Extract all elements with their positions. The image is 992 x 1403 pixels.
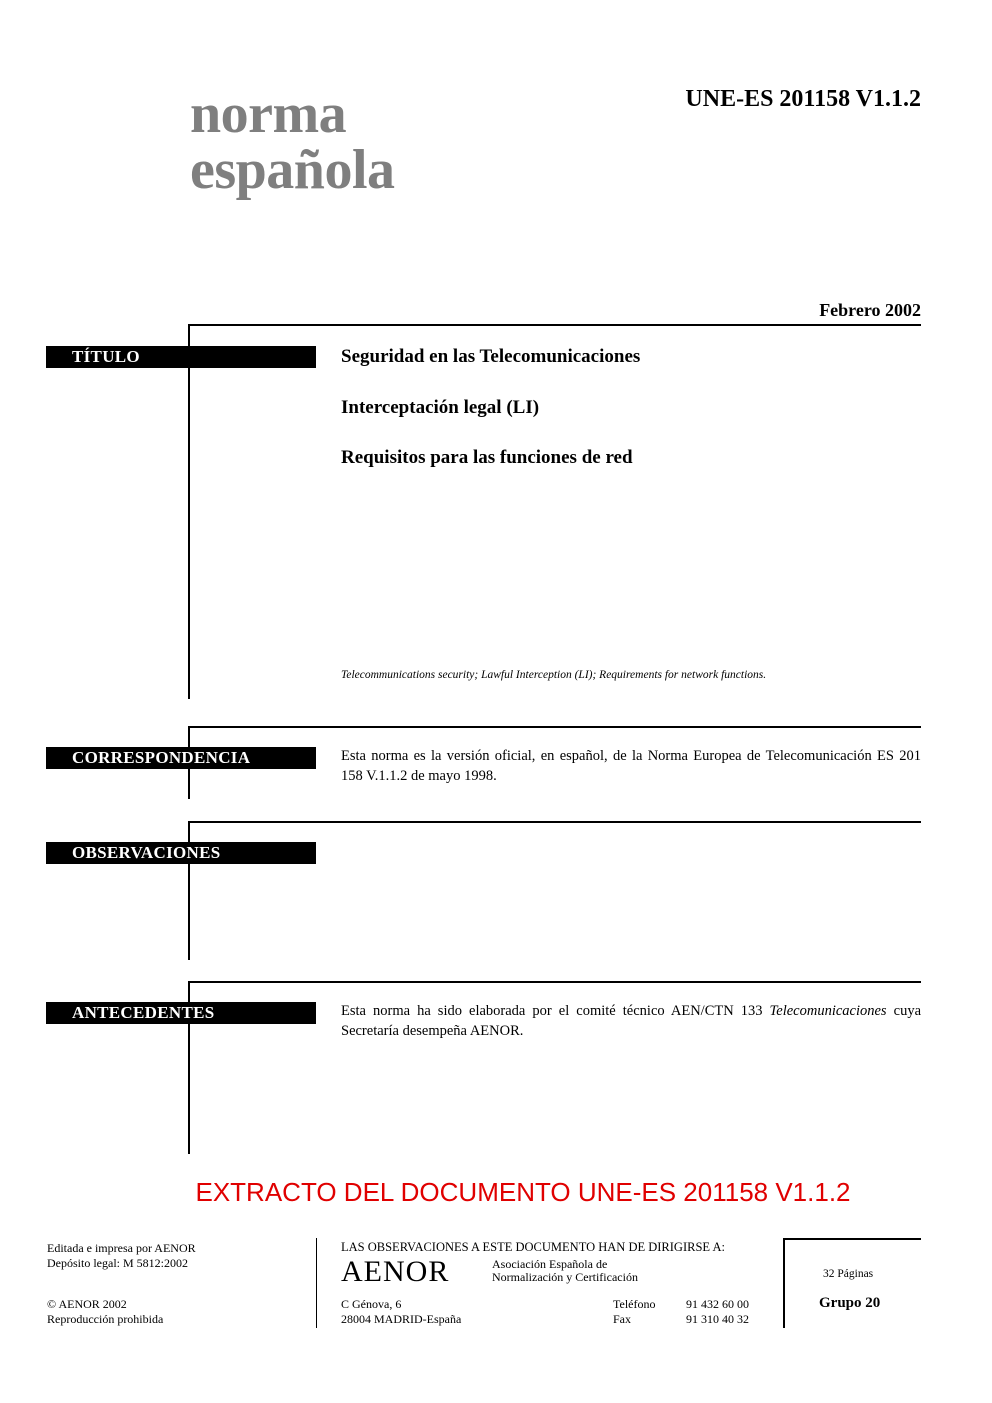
brand-title	[190, 83, 395, 201]
phone-number: 91 432 60 00	[686, 1297, 749, 1311]
association-line-1: Asociación Española de	[492, 1257, 608, 1271]
correspondencia-top-rule	[188, 726, 921, 728]
publication-date: Febrero 2002	[819, 300, 921, 320]
fax-label: Fax	[613, 1312, 631, 1326]
aenor-logo: AENOR	[341, 1255, 450, 1288]
edited-by: Editada e impresa por AENOR	[47, 1241, 196, 1255]
footer-box-left-rule	[783, 1238, 785, 1328]
brand-line-1: norma	[190, 83, 347, 145]
correspondencia-label: CORRESPONDENCIA	[46, 747, 316, 769]
price-group: Grupo 20	[819, 1295, 881, 1311]
copyright: © AENOR 2002	[47, 1297, 127, 1311]
footer-box-top-rule	[783, 1238, 921, 1240]
extract-notice: EXTRACTO DEL DOCUMENTO UNE-ES 201158 V1.1.2	[195, 1177, 851, 1207]
title-line-2: Interceptación legal (LI)	[341, 397, 540, 418]
antecedentes-text-end: cuya Secretaría desempeña AENOR.	[341, 1003, 922, 1039]
observaciones-top-rule	[188, 821, 921, 823]
antecedentes-label: ANTECEDENTES	[46, 1002, 316, 1024]
titulo-top-rule	[188, 324, 921, 326]
legal-deposit: Depósito legal: M 5812:2002	[47, 1256, 188, 1270]
observations-heading: LAS OBSERVACIONES A ESTE DOCUMENTO HAN DE DIRIGIRSE A:	[341, 1240, 725, 1254]
correspondencia-text: Esta norma es la versión oficial, en español, de la Norma Europea de Telecomunicación ES 201 158 V.1.1.2 de mayo 1998.	[341, 748, 921, 784]
titulo-label: TÍTULO	[46, 346, 316, 368]
document-number: UNE-ES 201158 V1.1.2	[685, 86, 921, 112]
reproduction-notice: Reproducción prohibida	[47, 1312, 164, 1326]
footer-divider-left	[316, 1238, 317, 1328]
antecedentes-committee-name: Telecomunicaciones	[769, 1003, 887, 1019]
antecedentes-top-rule	[188, 981, 921, 983]
phone-label: Teléfono	[613, 1297, 656, 1311]
address-city: 28004 MADRID-España	[341, 1312, 462, 1326]
fax-number: 91 310 40 32	[686, 1312, 749, 1326]
association-line-2: Normalización y Certificación	[492, 1270, 638, 1284]
contact-numbers	[686, 1297, 749, 1327]
english-title: Telecommunications security; Lawful Interception (LI); Requirements for network functions.	[341, 669, 767, 681]
aenor-address	[341, 1297, 461, 1327]
titulo-vertical-rule	[188, 324, 190, 699]
title-line-1: Seguridad en las Telecomunicaciones	[341, 346, 641, 367]
contact-labels	[613, 1297, 655, 1327]
address-street: C Génova, 6	[341, 1297, 402, 1311]
association-name	[492, 1258, 638, 1284]
footer-copyright	[47, 1297, 163, 1327]
observaciones-label: OBSERVACIONES	[46, 842, 316, 864]
antecedentes-text-start: Esta norma ha sido elaborada por el comité técnico AEN/CTN 133	[341, 1003, 770, 1019]
antecedentes-text	[341, 1001, 921, 1041]
page-count: 32 Páginas	[823, 1268, 874, 1280]
brand-line-2: española	[190, 139, 395, 201]
title-line-3: Requisitos para las funciones de red	[341, 447, 633, 468]
footer-publisher-info	[47, 1241, 196, 1271]
